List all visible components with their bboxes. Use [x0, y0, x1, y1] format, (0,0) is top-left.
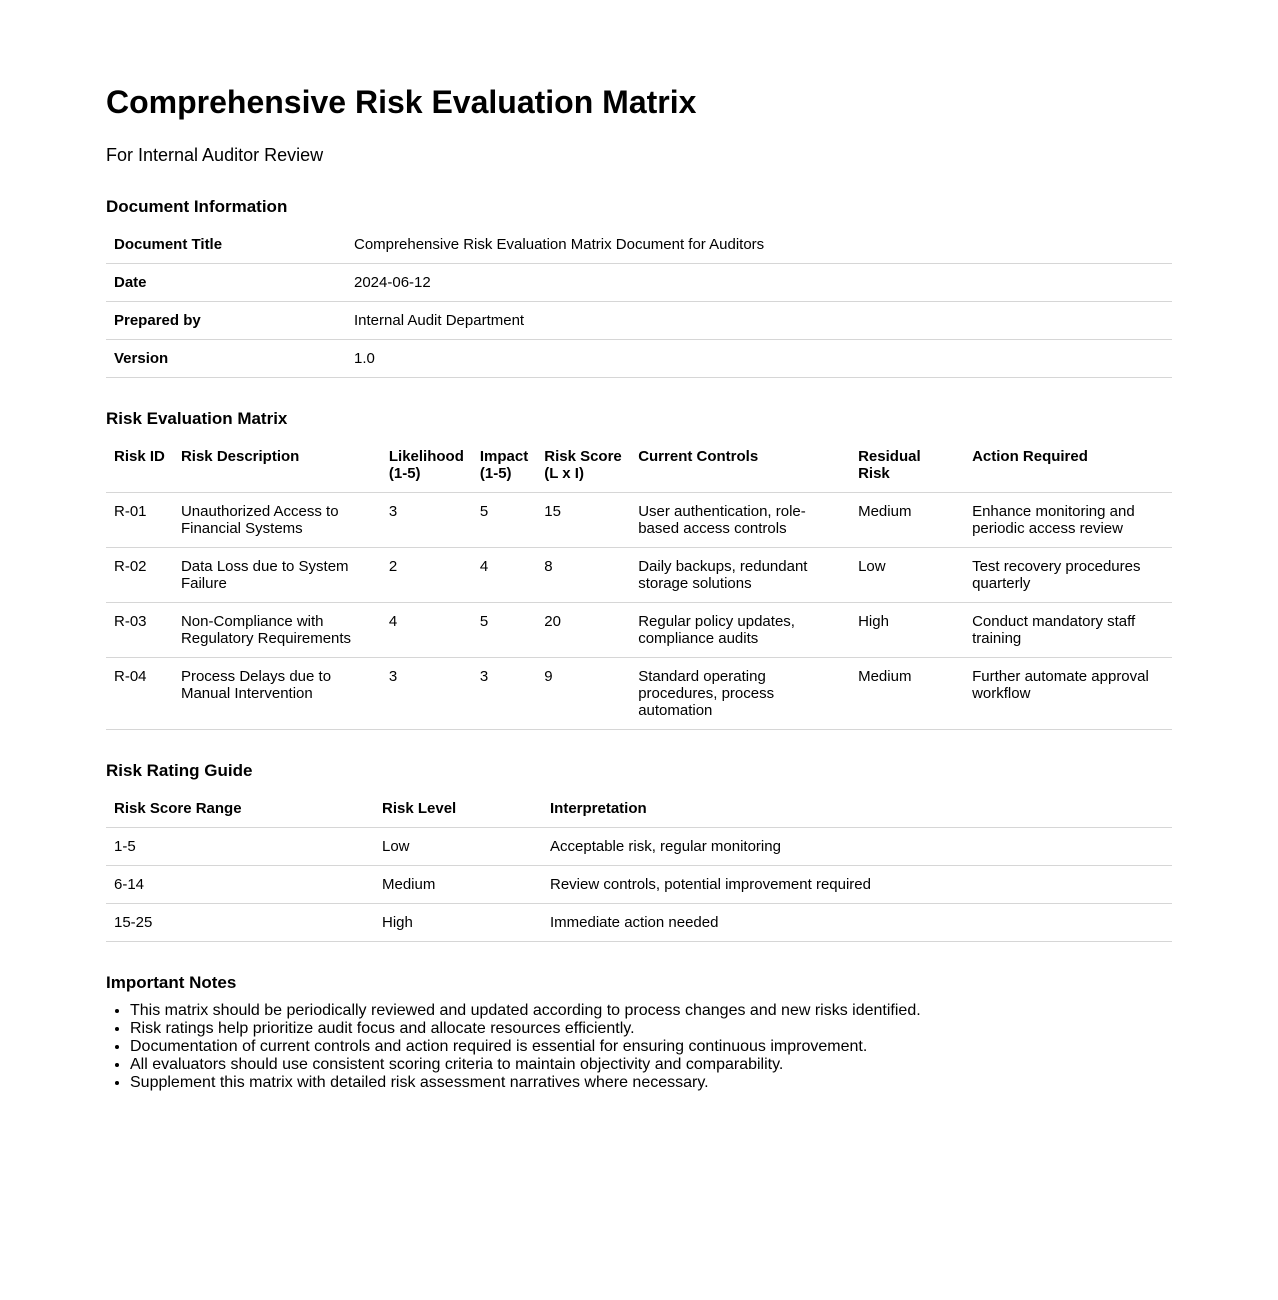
impact: 5 [472, 603, 536, 658]
impact: 3 [472, 658, 536, 730]
risk-level: Medium [374, 866, 542, 904]
likelihood: 4 [381, 603, 472, 658]
info-label: Version [106, 340, 346, 378]
list-item: • Risk ratings help prioritize audit focus and allocate resources efficiently. [130, 1020, 1172, 1038]
interpretation: Immediate action needed [542, 904, 1172, 942]
column-header: Likelihood (1-5) [381, 438, 472, 493]
table-row [106, 302, 1172, 340]
column-header: Impact (1-5) [472, 438, 536, 493]
column-header: Risk ID [106, 438, 173, 493]
page-title: Comprehensive Risk Evaluation Matrix [106, 84, 697, 120]
risk-score: 20 [536, 603, 630, 658]
info-label: Prepared by [106, 302, 346, 340]
column-header: Risk Description [173, 438, 381, 493]
action-required: Further automate approval workflow [964, 658, 1172, 730]
interpretation: Review controls, potential improvement required [542, 866, 1172, 904]
column-header: Risk Score (L x I) [536, 438, 630, 493]
risk-matrix-table [106, 438, 1172, 730]
table-row [106, 658, 1172, 730]
info-value: Internal Audit Department [346, 302, 1172, 340]
info-value: 1.0 [346, 340, 1172, 378]
page-subtitle: For Internal Auditor Review [106, 145, 324, 165]
risk-score: 15 [536, 493, 630, 548]
info-value: Comprehensive Risk Evaluation Matrix Document for Auditors [346, 226, 1172, 264]
table-row [106, 548, 1172, 603]
column-header: Current Controls [630, 438, 850, 493]
table-row [106, 828, 1172, 866]
risk-score: 8 [536, 548, 630, 603]
notes-list [106, 1002, 1172, 1092]
guide-heading: Risk Rating Guide [106, 761, 253, 780]
action-required: Test recovery procedures quarterly [964, 548, 1172, 603]
matrix-heading: Risk Evaluation Matrix [106, 409, 288, 428]
risk-level: Low [374, 828, 542, 866]
risk-id: R-02 [106, 548, 173, 603]
column-header: Action Required [964, 438, 1172, 493]
table-row [106, 226, 1172, 264]
risk-description: Process Delays due to Manual Intervention [173, 658, 381, 730]
table-row [106, 603, 1172, 658]
likelihood: 3 [381, 658, 472, 730]
residual-risk: Medium [850, 493, 964, 548]
risk-id: R-03 [106, 603, 173, 658]
table-row [106, 340, 1172, 378]
info-label: Document Title [106, 226, 346, 264]
list-item: • Supplement this matrix with detailed risk assessment narratives where necessary. [130, 1074, 1172, 1092]
table-row [106, 264, 1172, 302]
impact: 4 [472, 548, 536, 603]
notes-heading: Important Notes [106, 973, 237, 992]
likelihood: 3 [381, 493, 472, 548]
column-header: Risk Score Range [106, 790, 374, 828]
list-item: • This matrix should be periodically reviewed and updated according to process changes and new risks identified. [130, 1002, 1172, 1020]
column-header: Residual Risk [850, 438, 964, 493]
list-item: • All evaluators should use consistent scoring criteria to maintain objectivity and comparability. [130, 1056, 1172, 1074]
residual-risk: High [850, 603, 964, 658]
action-required: Conduct mandatory staff training [964, 603, 1172, 658]
risk-description: Unauthorized Access to Financial Systems [173, 493, 381, 548]
info-value: 2024-06-12 [346, 264, 1172, 302]
info-label: Date [106, 264, 346, 302]
table-row [106, 493, 1172, 548]
column-header: Interpretation [542, 790, 1172, 828]
impact: 5 [472, 493, 536, 548]
score-range: 6-14 [106, 866, 374, 904]
risk-id: R-04 [106, 658, 173, 730]
current-controls: Daily backups, redundant storage solutions [630, 548, 850, 603]
residual-risk: Medium [850, 658, 964, 730]
residual-risk: Low [850, 548, 964, 603]
risk-level: High [374, 904, 542, 942]
document-info-heading: Document Information [106, 197, 288, 216]
current-controls: Standard operating procedures, process automation [630, 658, 850, 730]
action-required: Enhance monitoring and periodic access review [964, 493, 1172, 548]
table-row [106, 904, 1172, 942]
column-header: Risk Level [374, 790, 542, 828]
risk-score: 9 [536, 658, 630, 730]
risk-description: Data Loss due to System Failure [173, 548, 381, 603]
current-controls: Regular policy updates, compliance audits [630, 603, 850, 658]
score-range: 15-25 [106, 904, 374, 942]
risk-rating-guide-table [106, 790, 1172, 942]
table-header-row [106, 790, 1172, 828]
interpretation: Acceptable risk, regular monitoring [542, 828, 1172, 866]
risk-id: R-01 [106, 493, 173, 548]
current-controls: User authentication, role-based access controls [630, 493, 850, 548]
likelihood: 2 [381, 548, 472, 603]
table-row [106, 866, 1172, 904]
score-range: 1-5 [106, 828, 374, 866]
list-item: • Documentation of current controls and action required is essential for ensuring continuous improvement. [130, 1038, 1172, 1056]
document-info-table [106, 226, 1172, 378]
table-header-row [106, 438, 1172, 493]
risk-description: Non-Compliance with Regulatory Requirements [173, 603, 381, 658]
